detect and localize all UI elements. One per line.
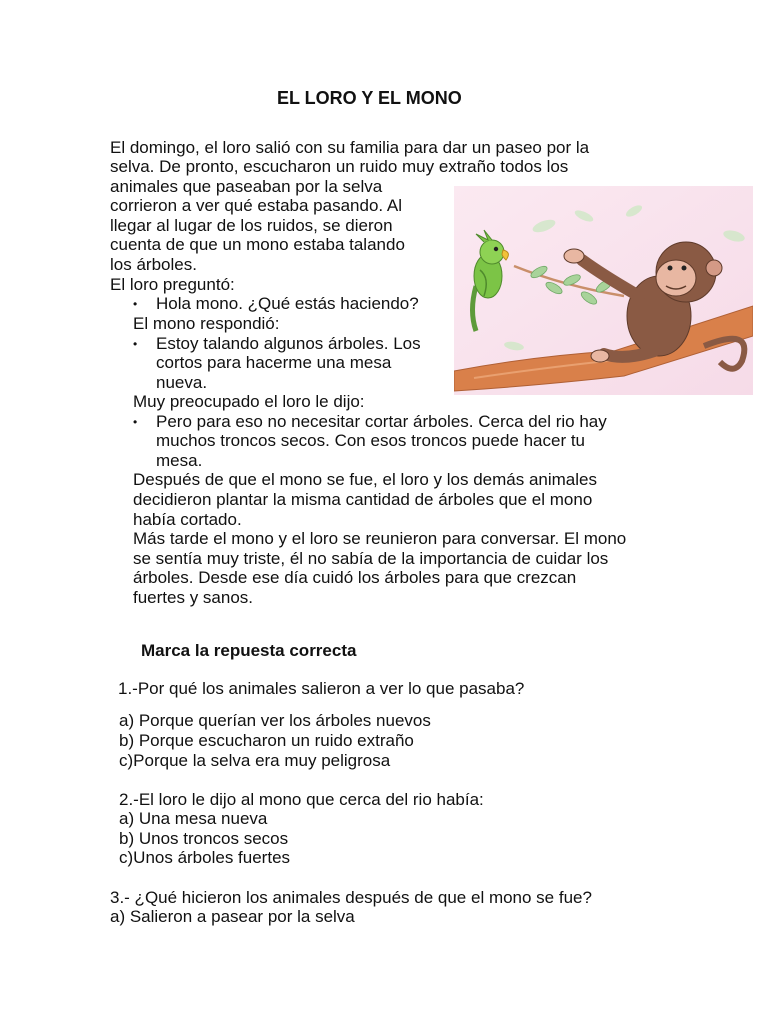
story-line: llegar al lugar de los ruidos, se dieron — [110, 216, 393, 235]
answer-option: a) Porque querían ver los árboles nuevos — [119, 711, 431, 730]
story-line: selva. De pronto, escucharon un ruido muy extraño todos los — [110, 157, 569, 176]
story-line: cuenta de que un mono estaba talando — [110, 235, 405, 254]
answer-option: c)Porque la selva era muy peligrosa — [119, 751, 391, 770]
story-line: árboles. Desde ese día cuidó los árboles para que crezcan — [133, 568, 577, 587]
story-line: los árboles. — [110, 255, 197, 274]
story-line: corrieron a ver qué estaba pasando. Al — [110, 196, 403, 215]
story-line: había cortado. — [133, 510, 242, 529]
question-1: 1.-Por qué los animales salieron a ver lo que pasaba? — [118, 679, 525, 698]
answer-option: b) Porque escucharon un ruido extraño — [119, 731, 414, 750]
story-line: animales que paseaban por la selva — [110, 177, 383, 196]
bullet-marker: • — [133, 297, 138, 311]
story-line: El domingo, el loro salió con su familia para dar un paseo por la — [110, 138, 590, 157]
dialogue-bullet-cont: nueva. — [156, 373, 208, 392]
answer-option: c)Unos árboles fuertes — [119, 848, 291, 867]
dialogue-bullet-cont: muchos troncos secos. Con esos troncos puede hacer tu — [156, 431, 586, 450]
question-2: 2.-El loro le dijo al mono que cerca del rio había: — [119, 790, 484, 809]
dialogue-bullet-cont: cortos para hacerme una mesa — [156, 353, 392, 372]
dialogue-bullet-cont: mesa. — [156, 451, 203, 470]
story-line: decidieron plantar la misma cantidad de árboles que el mono — [133, 490, 593, 509]
bullet-marker: • — [133, 415, 138, 429]
story-line: Muy preocupado el loro le dijo: — [133, 392, 365, 411]
answer-option: a) Salieron a pasear por la selva — [110, 907, 355, 926]
story-line: Después de que el mono se fue, el loro y los demás animales — [133, 470, 597, 489]
question-3: 3.- ¿Qué hicieron los animales después de que el mono se fue? — [110, 888, 592, 907]
dialogue-bullet: Hola mono. ¿Qué estás haciendo? — [156, 294, 419, 313]
answer-option: a) Una mesa nueva — [119, 809, 268, 828]
document-title: EL LORO Y EL MONO — [277, 88, 462, 108]
bullet-marker: • — [133, 337, 138, 351]
story-line: Más tarde el mono y el loro se reunieron para conversar. El mono — [133, 529, 627, 548]
dialogue-bullet: Estoy talando algunos árboles. Los — [156, 334, 421, 353]
answer-option: b) Unos troncos secos — [119, 829, 289, 848]
story-line: se sentía muy triste, él no sabía de la importancia de cuidar los — [133, 549, 609, 568]
parrot-monkey-illustration — [454, 186, 753, 395]
dialogue-bullet: Pero para eso no necesitar cortar árboles. Cerca del rio hay — [156, 412, 607, 431]
story-line: El mono respondió: — [133, 314, 280, 333]
story-line: fuertes y sanos. — [133, 588, 254, 607]
story-line: El loro preguntó: — [110, 275, 235, 294]
quiz-heading: Marca la repuesta correcta — [141, 641, 357, 660]
